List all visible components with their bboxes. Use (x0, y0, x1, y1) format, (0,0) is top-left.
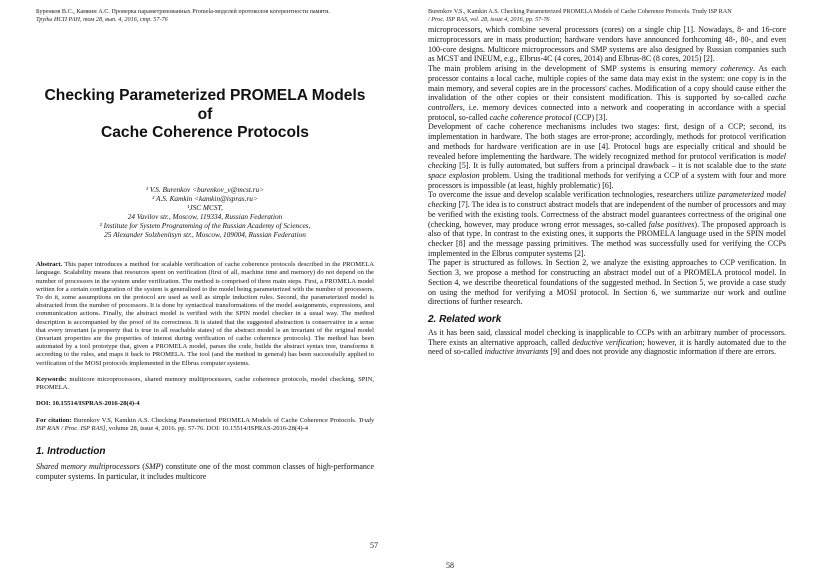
author-line: ² A.S. Kamkin <kamkin@ispras.ru> (152, 193, 258, 203)
paragraph: microprocessors, which combine several processors (cores) on a single chip [1]. Nowadays, 8- and 16-core microprocessors are in mass production; hardware vendors have announced forthcoming 48-, 80-, and even 100-core designs. Multicore microprocessors and SMP systems are also designed by Russian companies such as MCST and INEUM, e.g., Elbrus-4C (4 cores, 2014) and Elbrus-8C (8 cores, 2015) [2]. (428, 25, 786, 64)
intro-rest: constitute one of the most common classes of high-performance computer systems. In particular, it includes multicore (36, 461, 374, 481)
citation-text-post: , volume 28, issue 4, 2016. pp. 57-76. DOI: 10.15514/ISPRAS-2016-28(4)-4 (105, 424, 309, 432)
keywords-text: multicore microprocessors, shared memory multiprocessors, cache coherence protocols, model checking, SPIN, PROMELA. (36, 375, 375, 392)
running-head-line1: Burenkov V.S., Kamkin A.S. Checking Parameterized PROMELA Models of Cache Coherence Protocols. Trudy ISP RAN (428, 8, 732, 15)
paragraph: The paper is structured as follows. In Section 2, we analyze the existing approaches to CCP verification. In Section 3, we propose a method for constructing an abstract model out of a PROMELA protocol model. In Section 4, we describe theoretical foundations of the suggested method. In Section 5, we provide a case study on using the method for verifying a MOSI protocol. In Section 6, we summarize our work and outline directions of further research. (428, 258, 786, 307)
running-head-line2: / Proc. ISP RAS, vol. 28, issue 4, 2016, pp. 57-76 (428, 15, 550, 23)
affiliation-line: ² Institute for System Programming of the Russian Academy of Sciences, (99, 221, 311, 231)
paragraph: To overcome the issue and develop scalable verification technologies, researchers utilize parameterized model checking [7]. The idea is to construct abstract models that are independent of the number of processors and may be verified with the existing tools. Correctness of the abstract model guarantees correctness of the original one (checking, however, may produce wrong error messages, so-called false positives). The proposed approach is also of that type. In contrast to the existing ones, it supports the PROMELA language used in the SPIN model checker [8] and the message passing primitives. The method was successfully used for verifying the CCPs implemented in the Elbrus computer systems [2]. (428, 190, 786, 258)
section-heading-related-work: 2. Related work (428, 314, 502, 326)
affiliation-line: 25 Alexander Solzhenitsyn str., Moscow, 109004, Russian Federation (104, 230, 306, 240)
paragraph: As it has been said, classical model checking is inapplicable to CCPs with an arbitrary number of processors. There exists an alternative approach, called deductive verification; however, it is hardly automated due to the need of so-called inductive invariants [9] and does not provide any diagnostic information if there are errors. (428, 328, 787, 357)
citation-label: For citation: (36, 416, 72, 424)
title-line1: Checking Parameterized PROMELA Models of (44, 87, 366, 123)
running-head-line2: Труды ИСП РАН, том 28, вып. 4, 2016, стр. 57-76 (36, 15, 168, 23)
running-head-line1: Буренков В.С., Камкин А.С. Проверка параметризованных Promela-моделей протоколов когерентности памяти. (36, 8, 330, 15)
section-heading-introduction: 1. Introduction (36, 445, 106, 457)
keywords-label: Keywords: (36, 375, 67, 383)
doi (36, 400, 374, 408)
keywords (36, 376, 374, 392)
intro-smp: SMP (144, 461, 161, 471)
paper-title (36, 87, 374, 143)
citation (36, 417, 374, 433)
doi-label: DOI: (36, 400, 51, 408)
intro-paragraph: Shared memory multiprocessors (SMP) constitute one of the most common classes of high-performance computer systems. In particular, it includes multicore (36, 461, 374, 481)
abstract (36, 261, 374, 368)
citation-journal: Trudy ISP RAN / Proc. ISP RAS] (36, 416, 374, 432)
paragraph: Development of cache coherence mechanisms includes two stages: first, design of a CCP; second, its implementation in hardware. The both stages are error-prone; accordingly, methods for protocol verification and methods for hardware verification are in use [4]. Protocol bugs are especially critical and should be revealed before implementing the hardware. The widely recognized method for protocol verification is model checking [5]. It is fully automated, but suffers from a principal drawback – it is not scalable due to the state space explosion problem. Using the traditional methods for verifying a CCP of a system with four and more processors is impossible (at least, highly problematic) [6]. (428, 122, 787, 190)
author-line: ¹ V.S. Burenkov <burenkov_v@mcst.ru> (145, 184, 265, 194)
body-text (428, 25, 786, 307)
intro-italic: Shared memory multiprocessors (36, 461, 140, 471)
affiliation-line: 24 Vavilov str., Moscow, 119334, Russian Federation (127, 211, 283, 221)
abstract-label: Abstract. (36, 261, 63, 269)
running-head-left (36, 8, 374, 23)
page-number-left: 57 (370, 541, 378, 550)
title-line2: Cache Coherence Protocols (101, 124, 309, 142)
running-head-right (428, 8, 786, 23)
doi-text[interactable]: 10.15514/ISPRAS-2016-28(4)-4 (52, 400, 140, 408)
right-page (410, 0, 820, 580)
related-work-text (428, 328, 786, 357)
paragraph: The main problem arising in the development of SMP systems is ensuring memory coherency. As each processor contains a local cache, multiple copies of the same data may exist in the system: one copy is in the main memory, and several copies are in the processors' caches. Modification of a copy should cause either the invalidation of the other copies or their consistent modification. This is supported by so-called cache controllers, i.e. memory devices connected into a network and cooperating in accordance with a special protocol, so-called cache coherence protocol (CCP) [3]. (428, 64, 786, 122)
affiliation-line: ¹JSC MCST, (187, 202, 223, 212)
authors-block (36, 185, 374, 240)
page-number-right: 58 (446, 561, 454, 570)
abstract-text: This paper introduces a method for scalable verification of cache coherence protocols described in the PROMELA language. Scalability means that resources spent on verification (first of all, machine time and memory) do not depend on the number of processors in the system under verification. The method is comprised of three main steps. First, a PROMELA model written for a certain configuration of the system is generalized to the model being parameterized with the number of processors. To do it, some assumptions on the protocol are used as well as simple induction rules. Second, the parameterized model is abstracted from the number of processors. It is done by syntactical transformations of the model assignments, expressions, and communication actions. Finally, the abstract model is verified with the SPIN model checker in a usual way. The method description is accompanied by the proof of its correctness. It is stated that the suggested abstraction is conservative in a sense that every invariant (a property that is true in all reachable states) of the abstract model is an invariant of the original model (invariant properties are the properties of interest during verification of cache coherence protocols). The method has been automated by a tool prototype that, given a PROMELA model, parses the code, builds the abstract syntax tree, transforms it according to the rules, and maps it back to PROMELA. The tool (and the method in general) has been successfully applied to verification of the MOSI protocols implemented in the Elbrus computer systems. (36, 261, 374, 367)
citation-text-pre: Burenkov V.S, Kamkin A.S. Checking Parameterized PROMELA Models of Cache Coherence Protocols. (73, 416, 357, 424)
